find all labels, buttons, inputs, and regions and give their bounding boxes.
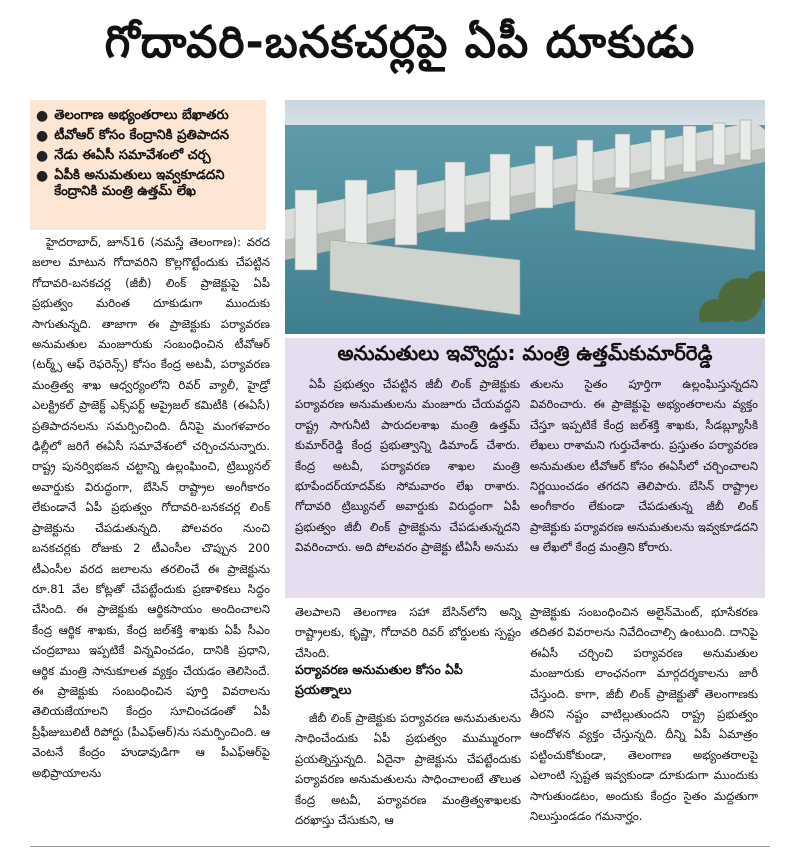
- article-column-middle: [295, 602, 521, 663]
- article-paragraph: తులను సైతం పూర్తిగా ఉల్లంఘిస్తున్నదని వివరించారు. ఈ ప్రాజెక్టుపై అభ్యంతరాలను వ్యక్తం చేస్తూ ఇప్పటికే కేంద్ర జల్‌శక్తి శాఖకు, సీడబ్ల్యూసీకి లేఖలు రాశామని గుర్తుచేశారు. ప్రస్తుతం పర్యావరణ అనుమతుల టీవోఆర్‌ కోసం ఈఏసీలో చర్చించాలని నిర్ణయించడం తగదని తెలిపారు. బేసిన్‌ రాష్ట్రాల అంగీకారం లేకుండా చేపడుతున్న జీబీ లింక్‌ ప్రాజెక్టుకు పర్యావరణ అనుమతులను ఇవ్వకూడదని ఆ లేఖలో కేంద్ర మంత్రిని కోరారు.: [530, 377, 758, 555]
- article-column-middle-continued: [295, 708, 521, 830]
- subheadline: అనుమతులు ఇవ్వొద్దు: మంత్రి ఉత్తమ్‌కుమార్‌రెడ్డి: [285, 338, 765, 372]
- article-column-right: [530, 602, 758, 826]
- article-paragraph: ఏపీ ప్రభుత్వం చేపట్టిన జీబీ లింక్‌ ప్రాజెక్టుకు పర్యావరణ అనుమతులను మంజూరు చేయవద్దని రాష్ట్ర సాగునీటి పారుదలశాఖ మంత్రి ఉత్తమ్‌ కుమార్‌రెడ్డి కేంద్ర ప్రభుత్వాన్ని డిమాండ్‌ చేశారు. కేంద్ర అటవీ, పర్యావరణ శాఖల మంత్రి భూపేందర్‌యాదవ్‌కు సోమవారం లేఖ రాశారు. గోదావరి ట్రిబ్యునల్‌ అవార్డుకు విరుద్ధంగా ఏపీ ప్రభుత్వం జీబీ లింక్‌ ప్రాజెక్టును చేపడుతున్నదని వివరించారు. అది పోలవరం ప్రాజెక్టు టీఏసీ అనుమ: [295, 377, 520, 555]
- bullet-icon: ●: [36, 108, 49, 124]
- highlights-box: [30, 100, 266, 230]
- highlight-text: టీవోఆర్‌ కోసం కేంద్రానికి ప్రతిపాదన: [54, 128, 230, 143]
- article-paragraph: జీబీ లింక్‌ ప్రాజెక్టుకు పర్యావరణ అనుమతులను సాధించేందుకు ఏపీ ప్రభుత్వం ముమ్మురంగా ప్రయత్నిస్తున్నది. ఏదైనా ప్రాజెక్టును చేపట్టేందుకు పర్యావరణ అనుమతులను సాధించాలంటే తొలుత కేంద్ర అటవీ, పర్యావరణ మంత్రిత్వశాఖలకు దరఖాస్తు చేసుకుని, ఆ: [295, 711, 521, 828]
- bullet-icon: ●: [36, 148, 49, 164]
- bullet-icon: ●: [36, 128, 49, 144]
- article-column-left: [32, 232, 270, 783]
- highlight-text: తెలంగాణ అభ్యంతరాలు బేఖాతరు: [54, 108, 229, 123]
- minister-column-right: [530, 374, 758, 558]
- bottom-divider: [30, 846, 770, 847]
- headline: గోదావరి-బనకచర్లపై ఏపీ దూకుడు: [104, 17, 696, 68]
- highlight-item: [36, 168, 260, 200]
- barrage-photo: [285, 100, 765, 334]
- minister-column-left: [295, 374, 520, 558]
- highlight-item: [36, 128, 260, 144]
- section-subheading: పర్యావరణ అనుమతుల కోసం ఏపీ ప్రయత్నాలు: [295, 662, 463, 697]
- article-paragraph: హైదరాబాద్‌, జూన్‌16 (నమస్తే తెలంగాణ): వరద జలాల మాటున గోదావరిని కొల్లగొట్టేందుకు చేపట్టిన గోదావరి-బనకచర్ల (జీబీ) లింక్‌ ప్రాజెక్టుపై ఏపీ ప్రభుత్వం మరింత దూకుడుగా ముందుకు సాగుతున్నది. తాజాగా ఈ ప్రాజెక్టుకు పర్యావరణ అనుమతుల మంజూరుకు సంబంధించిన టీవోఆర్‌ (టర్మ్స్‌ ఆఫ్‌ రెఫరెన్స్‌) కోసం కేంద్ర అటవీ, పర్యావరణ మంత్రిత్వ శాఖ ఆధ్వర్యంలోని రివర్‌ వ్యాలీ, హైడ్రో ఎలక్ట్రికల్‌ ప్రాజెక్ట్‌ ఎక్స్‌పర్ట్‌ అప్రైజల్‌ కమిటీకి (ఈఏసీ) ప్రతిపాదనలను సమర్పించింది. దీనిపై మంగళవారం ఢిల్లీలో జరిగే ఈఏసీ సమావేశంలో చర్చించనున్నారు. రాష్ట్ర పునర్విభజన చట్టాన్ని ఉల్లంఘించి, ట్రిబ్యునల్‌ అవార్డుకు విరుద్ధంగా, బేసిన్‌ రాష్ట్రాల అంగీకారం లేకుండానే ఏపీ ప్రభుత్వం గోదావరి-బనకచర్ల లింక్‌ ప్రాజెక్టును చేపడుతున్నది. పోలవరం నుంచి బనకచర్లకు రోజుకు 2 టీఎంసీల చొప్పున 200 టీఎంసీల వరద జలాలను తరలించే ఈ ప్రాజెక్టును రూ.81 వేల కోట్లతో చేపట్టేందుకు ప్రణాళికలు సిద్ధం చేసింది. ఈ ప్రాజెక్టుకు ఆర్థికసాయం అందించాలని కేంద్ర ఆర్థిక శాఖకు, కేంద్ర జల్‌శక్తి శాఖకు ఏపీ సీఎం చంద్రబాబు ఇప్పటికే విన్నవించడం, దానికి ప్రధాని, ఆర్థిక మంత్రి సానుకూలత వ్యక్తం చేయడం తెలిసిందే. ఈ ప్రాజెక్టుకు సంబంధించిన పూర్తి వివరాలను తెలియజేయాలని కేంద్రం సూచించడంతో ఏపీ ప్రీఫీజుబులిటీ రిపోర్టు (పీఎఫ్‌ఆర్‌)ను సమర్పించింది. ఆ వెంటనే కేంద్రం హుడావుడిగా ఆ పీఎఫ్‌ఆర్‌పై అభిప్రాయాలను: [32, 235, 270, 780]
- highlight-text: నేడు ఈఏసీ సమావేశంలో చర్చ: [54, 148, 211, 163]
- article-paragraph: తెలపాలని తెలంగాణ సహా బేసిన్‌లోని అన్ని రాష్ట్రాలకు, కృష్ణా, గోదావరి రివర్‌ బోర్డులకు స్పష్టం చేసింది.: [295, 605, 521, 660]
- highlight-text: ఏపీకి అనుమతులు ఇవ్వకూడదని కేంద్రానికి మంత్రి ఉత్తమ్‌ లేఖ: [54, 168, 225, 199]
- bullet-icon: ●: [36, 168, 49, 184]
- highlight-item: [36, 148, 260, 164]
- article-paragraph: ప్రాజెక్టుకు సంబంధించిన అలైన్‌మెంట్‌, భూసేకరణ తదితర వివరాలను నివేదించాల్సి ఉంటుంది. దానిపై ఈఏసీ చర్చించి పర్యావరణ అనుమతుల మంజూరుకు లాంఛనంగా మార్గదర్శకాలను జారీ చేస్తుంది. కాగా, జీబీ లింక్‌ ప్రాజెక్టుతో తెలంగాణకు తీరని నష్టం వాటిల్లుతుందని రాష్ట్ర ప్రభుత్వం ఆందోళన వ్యక్తం చేస్తున్నది. దీన్ని ఏపీ ఏమాత్రం పట్టించుకోకుండా, తెలంగాణ అభ్యంతరాలపై ఎలాంటి స్పష్టత ఇవ్వకుండా దూకుడుగా ముందుకు సాగుతుండటం, అందుకు కేంద్రం సైతం మద్దతుగా నిలుస్తుండడం గమనార్హం.: [530, 605, 758, 824]
- highlight-item: [36, 108, 260, 124]
